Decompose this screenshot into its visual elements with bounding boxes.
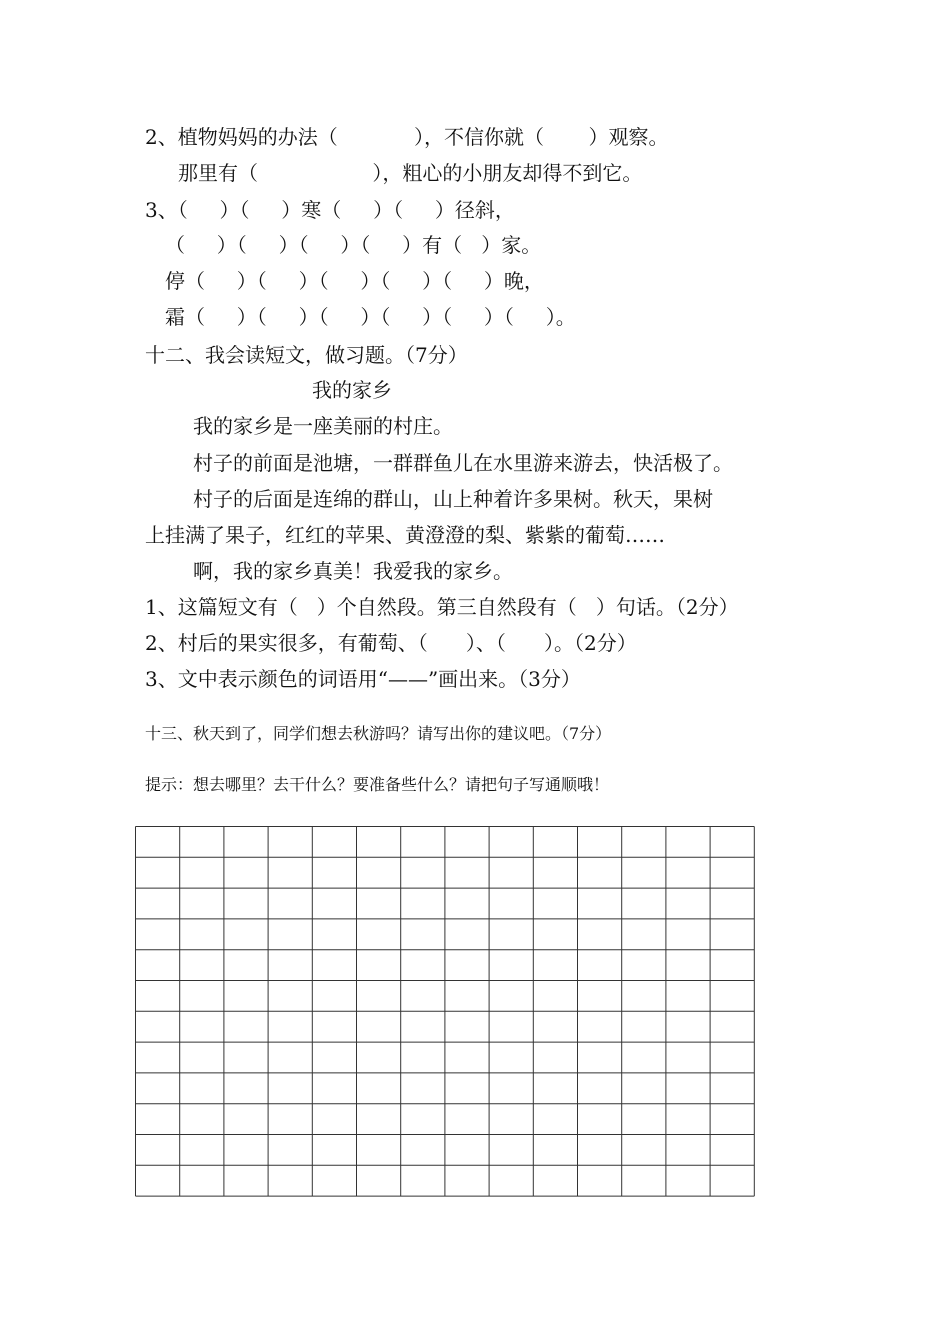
q11-3-line2: （ ）（ ）（ ）（ ）有（ ）家。 [165,233,542,257]
story-paragraph-1: 我的家乡是一座美丽的村庄。 [193,414,453,438]
section13-hint: 提示：想去哪里？去干什么？要准备些什么？请把句子写通顺哦！ [145,775,610,794]
story-title: 我的家乡 [312,378,392,402]
section12-heading: 十二、我会读短文，做习题。（7分） [145,343,468,367]
q11-3-line1: 3、（ ）（ ）寒（ ）（ ）径斜， [145,198,515,222]
story-paragraph-3-line1: 村子的后面是连绵的群山，山上种着许多果树。秋天，果树 [193,487,713,511]
q12-3: 3、文中表示颜色的词语用“——”画出来。（3分） [145,667,581,691]
q11-3-line4: 霜（ ）（ ）（ ）（ ）（ ）（ ）。 [165,305,576,329]
q11-3-line3: 停（ ）（ ）（ ）（ ）（ ）晚， [165,269,544,293]
q11-2-line2: 那里有（ ），粗心的小朋友却得不到它。 [178,161,643,185]
q12-2: 2、村后的果实很多，有葡萄、（ ）、（ ）。（2分） [145,631,637,655]
section13-heading: 十三、秋天到了，同学们想去秋游吗？请写出你的建议吧。（7分） [145,724,612,743]
story-paragraph-3-line2: 上挂满了果子，红红的苹果、黄澄澄的梨、紫紫的葡萄…… [145,523,665,547]
story-paragraph-2: 村子的前面是池塘，一群群鱼儿在水里游来游去，快活极了。 [193,451,733,475]
q11-2-line1: 2、植物妈妈的办法（ ），不信你就（ ）观察。 [145,125,669,149]
writing-grid [135,826,755,1198]
story-paragraph-4: 啊，我的家乡真美！我爱我的家乡。 [193,559,513,583]
q12-1: 1、这篇短文有（ ）个自然段。第三自然段有（ ）句话。（2分） [145,595,739,619]
